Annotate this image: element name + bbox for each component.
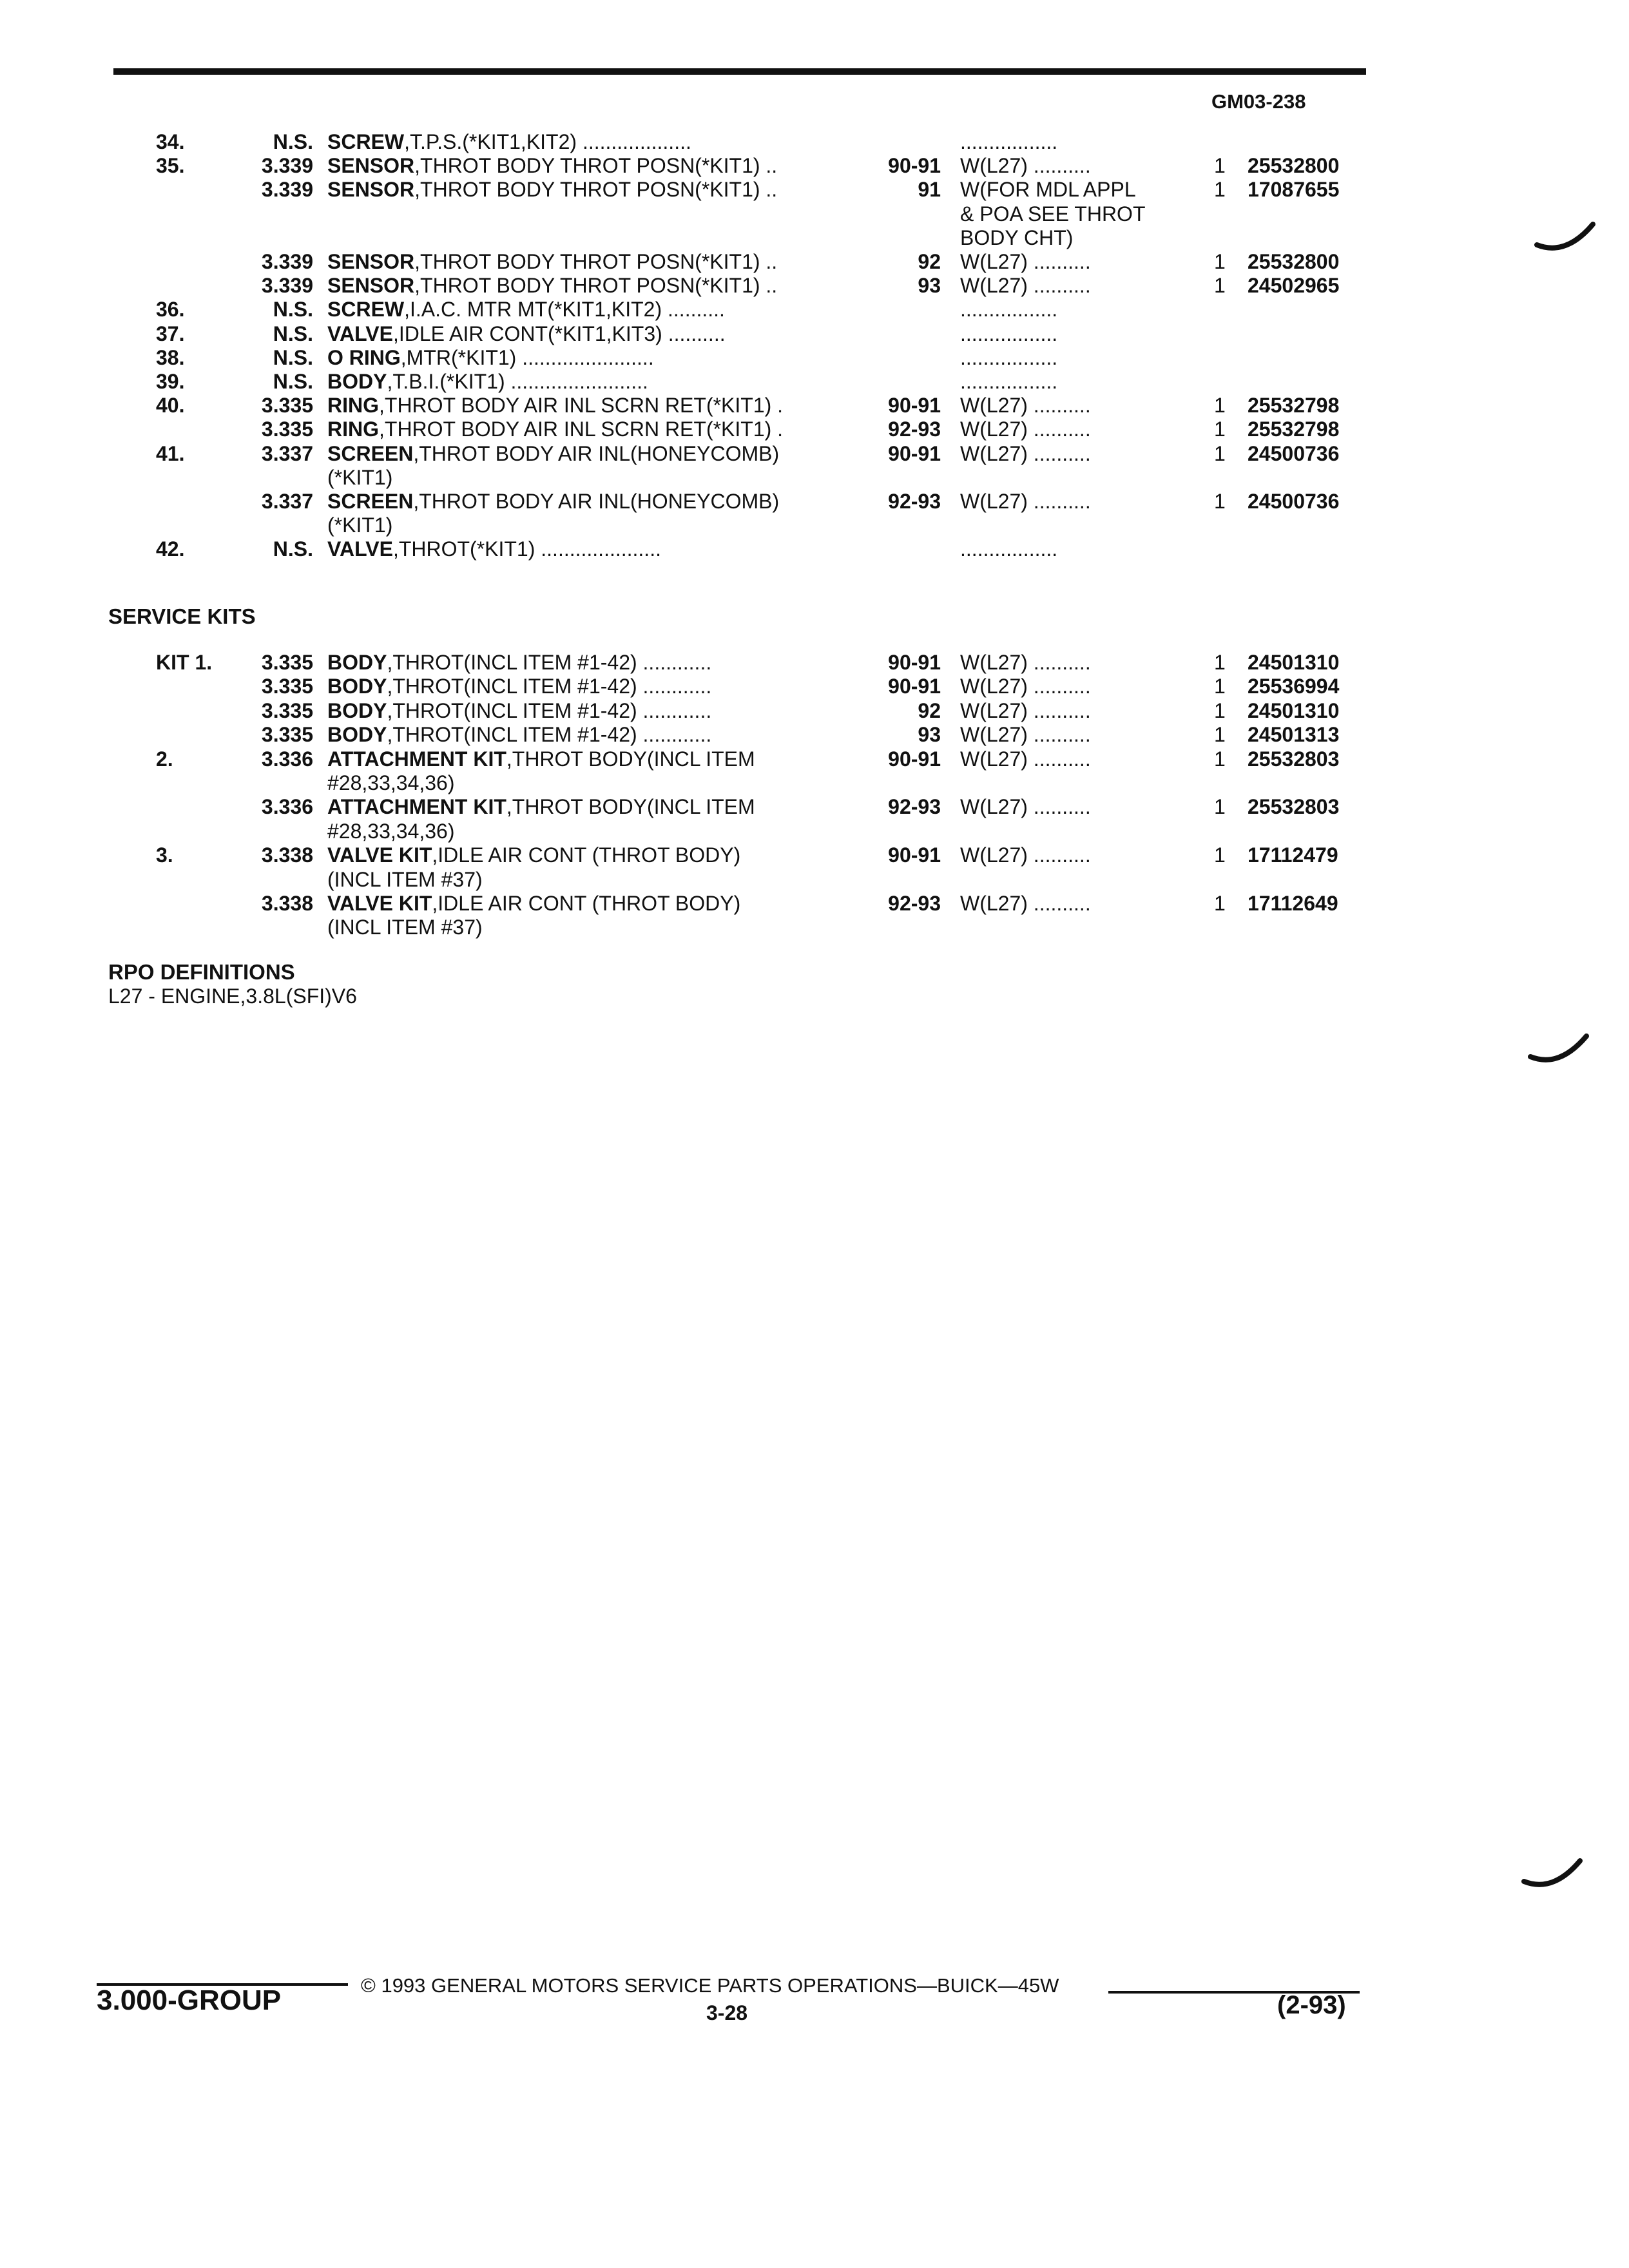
part-detail: ,I.A.C. MTR MT(*KIT1,KIT2) .......... xyxy=(404,298,725,322)
part-detail: ,THROT(INCL ITEM #1-42) ............ xyxy=(387,651,712,674)
part-description xyxy=(327,466,392,489)
kit-row xyxy=(0,675,1629,699)
group-number: 3.335 xyxy=(261,651,313,674)
model-application: W(FOR MDL APPL xyxy=(960,178,1136,202)
model-application: W(L27) .......... xyxy=(960,843,1091,867)
footer-date: (2-93) xyxy=(1277,1991,1346,2019)
item-number: 37. xyxy=(156,322,185,345)
part-description xyxy=(327,370,648,393)
part-number: 17112649 xyxy=(1248,892,1338,915)
model-years: 93 xyxy=(918,723,941,747)
part-name: SCREEN xyxy=(327,490,414,513)
part-detail: ,IDLE AIR CONT (THROT BODY) xyxy=(432,892,741,915)
part-detail: ,THROT BODY(INCL ITEM xyxy=(506,747,755,771)
group-number: 3.335 xyxy=(261,723,313,747)
part-detail: #28,33,34,36) xyxy=(327,771,455,794)
part-row xyxy=(0,466,1629,490)
part-description xyxy=(327,892,740,915)
model-application: W(L27) .......... xyxy=(960,892,1091,915)
kit-row xyxy=(0,820,1629,844)
part-row xyxy=(0,130,1629,155)
part-row xyxy=(0,370,1629,394)
part-name: SCREEN xyxy=(327,441,414,465)
quantity: 1 xyxy=(1214,418,1226,441)
model-application: ................. xyxy=(960,322,1058,345)
part-name: SCREW xyxy=(327,298,405,322)
quantity: 1 xyxy=(1214,892,1226,915)
kit-row xyxy=(0,843,1629,868)
group-number: 3.335 xyxy=(261,418,313,441)
quantity: 1 xyxy=(1214,747,1226,771)
part-description xyxy=(327,250,777,273)
group-number: 3.335 xyxy=(261,675,313,698)
model-application: W(L27) .......... xyxy=(960,723,1091,747)
part-description xyxy=(327,394,783,417)
kit-row xyxy=(0,892,1629,916)
footer-group: 3.000-GROUP xyxy=(97,1984,282,2016)
model-application: ................. xyxy=(960,370,1058,393)
part-number: 24501313 xyxy=(1248,723,1340,747)
part-number: 25532803 xyxy=(1248,747,1340,771)
binder-mark xyxy=(1527,1031,1592,1070)
quantity: 1 xyxy=(1214,651,1226,674)
kit-row xyxy=(0,771,1629,796)
quantity: 1 xyxy=(1214,843,1226,867)
part-description xyxy=(327,154,777,177)
part-detail: ,THROT BODY THROT POSN(*KIT1) .. xyxy=(414,250,778,273)
part-description xyxy=(327,820,455,843)
item-number: 36. xyxy=(156,298,185,322)
model-application: & POA SEE THROT xyxy=(960,202,1146,226)
group-number: 3.339 xyxy=(261,178,313,202)
model-application: W(L27) .......... xyxy=(960,418,1091,441)
group-number: 3.338 xyxy=(261,892,313,915)
kit-row xyxy=(0,868,1629,892)
part-description xyxy=(327,699,711,722)
model-years: 92-93 xyxy=(888,418,941,441)
group-number: N.S. xyxy=(273,345,313,369)
model-years: 92 xyxy=(918,698,941,722)
kit-row xyxy=(0,916,1629,940)
part-name: VALVE xyxy=(327,322,393,345)
group-number: 3.337 xyxy=(261,490,313,513)
part-name: ATTACHMENT KIT xyxy=(327,795,506,819)
part-number: 24501310 xyxy=(1248,698,1340,722)
part-number: 25532803 xyxy=(1248,795,1340,819)
item-number: 35. xyxy=(156,154,185,178)
quantity: 1 xyxy=(1214,441,1226,465)
group-number: 3.339 xyxy=(261,274,313,298)
part-name: SENSOR xyxy=(327,274,415,298)
part-description xyxy=(327,747,755,771)
part-number: 17112479 xyxy=(1248,843,1338,867)
part-detail: ,MTR(*KIT1) ....................... xyxy=(400,345,654,369)
part-detail: #28,33,34,36) xyxy=(327,819,455,843)
part-name: SENSOR xyxy=(327,154,415,178)
part-description xyxy=(327,868,483,891)
part-name: VALVE KIT xyxy=(327,892,432,915)
model-application: BODY CHT) xyxy=(960,226,1074,249)
part-description xyxy=(327,651,711,674)
group-number: 3.335 xyxy=(261,698,313,722)
part-row xyxy=(0,442,1629,466)
quantity: 1 xyxy=(1214,698,1226,722)
part-description xyxy=(327,418,783,441)
part-description xyxy=(327,843,740,867)
part-detail: ,T.B.I.(*KIT1) ........................ xyxy=(387,370,648,393)
group-number: 3.338 xyxy=(261,843,313,867)
model-years: 93 xyxy=(918,274,941,298)
part-name: BODY xyxy=(327,698,387,722)
item-number: 39. xyxy=(156,370,185,393)
model-application: W(L27) .......... xyxy=(960,441,1091,465)
quantity: 1 xyxy=(1214,723,1226,747)
part-detail: ,THROT BODY AIR INL(HONEYCOMB) xyxy=(413,441,780,465)
model-application: W(L27) .......... xyxy=(960,651,1091,674)
item-number: KIT 1. xyxy=(156,651,213,674)
part-detail: ,THROT(INCL ITEM #1-42) ............ xyxy=(387,723,712,747)
group-number: 3.336 xyxy=(261,795,313,819)
part-description xyxy=(327,322,726,345)
group-number: 3.335 xyxy=(261,394,313,418)
part-name: BODY xyxy=(327,651,387,674)
part-description xyxy=(327,298,725,321)
model-application: ................. xyxy=(960,298,1058,322)
rpo-heading: RPO DEFINITIONS xyxy=(108,960,295,984)
part-name: ATTACHMENT KIT xyxy=(327,747,506,771)
part-detail: ,THROT BODY THROT POSN(*KIT1) .. xyxy=(414,178,778,202)
part-name: BODY xyxy=(327,675,387,698)
model-application: ................. xyxy=(960,345,1058,369)
part-description xyxy=(327,490,779,513)
quantity: 1 xyxy=(1214,394,1226,418)
header-rule xyxy=(113,68,1366,75)
item-number: 42. xyxy=(156,537,185,561)
item-number: 2. xyxy=(156,747,173,771)
model-application: W(L27) .......... xyxy=(960,394,1091,418)
part-name: SCREW xyxy=(327,130,405,153)
part-detail: ,THROT BODY THROT POSN(*KIT1) .. xyxy=(414,154,778,178)
model-years: 90-91 xyxy=(888,441,941,465)
part-detail: (INCL ITEM #37) xyxy=(327,916,483,939)
part-row xyxy=(0,154,1629,178)
model-years: 91 xyxy=(918,178,941,202)
part-description xyxy=(327,442,779,465)
part-detail: (INCL ITEM #37) xyxy=(327,867,483,891)
part-detail: ,T.P.S.(*KIT1,KIT2) ................... xyxy=(404,130,691,153)
model-years: 90-91 xyxy=(888,843,941,867)
model-application: W(L27) .......... xyxy=(960,490,1091,513)
quantity: 1 xyxy=(1214,675,1226,698)
group-number: N.S. xyxy=(273,322,313,345)
part-name: BODY xyxy=(327,370,387,393)
group-number: 3.339 xyxy=(261,250,313,273)
part-row xyxy=(0,418,1629,442)
part-row xyxy=(0,178,1629,202)
part-name: SENSOR xyxy=(327,178,415,202)
part-description xyxy=(327,514,392,537)
quantity: 1 xyxy=(1214,154,1226,178)
part-detail: ,THROT BODY AIR INL SCRN RET(*KIT1) . xyxy=(379,394,784,418)
model-application: ................. xyxy=(960,537,1058,561)
part-name: SENSOR xyxy=(327,250,415,273)
service-kits-heading: SERVICE KITS xyxy=(108,604,256,628)
part-description xyxy=(327,771,455,794)
part-name: RING xyxy=(327,394,379,418)
part-row xyxy=(0,274,1629,298)
group-number: N.S. xyxy=(273,370,313,393)
part-description xyxy=(327,178,777,201)
part-detail: (*KIT1) xyxy=(327,514,393,537)
part-detail: ,IDLE AIR CONT (THROT BODY) xyxy=(432,843,741,867)
group-number: 3.339 xyxy=(261,154,313,178)
part-description xyxy=(327,537,661,561)
group-number: 3.337 xyxy=(261,441,313,465)
part-description xyxy=(327,346,654,369)
model-years: 92-93 xyxy=(888,795,941,819)
part-number: 25532798 xyxy=(1248,394,1340,418)
model-application: W(L27) .......... xyxy=(960,698,1091,722)
part-detail: ,THROT(*KIT1) ..................... xyxy=(392,537,661,561)
part-detail: ,IDLE AIR CONT(*KIT1,KIT3) .......... xyxy=(392,322,726,345)
model-application: ................. xyxy=(960,130,1058,153)
part-number: 24500736 xyxy=(1248,490,1340,513)
footer-page-number: 3-28 xyxy=(706,2001,748,2024)
model-years: 92-93 xyxy=(888,490,941,513)
part-number: 25532798 xyxy=(1248,418,1340,441)
model-application: W(L27) .......... xyxy=(960,154,1091,178)
model-application: W(L27) .......... xyxy=(960,675,1091,698)
part-description xyxy=(327,916,483,939)
group-number: N.S. xyxy=(273,298,313,322)
kit-row xyxy=(0,651,1629,675)
model-years: 90-91 xyxy=(888,651,941,674)
kit-row xyxy=(0,747,1629,772)
part-number: 24502965 xyxy=(1248,274,1340,298)
part-detail: ,THROT BODY AIR INL SCRN RET(*KIT1) . xyxy=(379,418,784,441)
part-row xyxy=(0,226,1629,251)
group-number: 3.336 xyxy=(261,747,313,771)
model-years: 90-91 xyxy=(888,675,941,698)
part-row xyxy=(0,490,1629,514)
item-number: 40. xyxy=(156,394,185,418)
part-name: RING xyxy=(327,418,379,441)
binder-mark xyxy=(1521,1856,1585,1894)
part-row xyxy=(0,514,1629,538)
kit-row xyxy=(0,795,1629,820)
part-name: O RING xyxy=(327,345,401,369)
quantity: 1 xyxy=(1214,178,1226,202)
part-row xyxy=(0,250,1629,274)
model-years: 92-93 xyxy=(888,892,941,915)
part-description xyxy=(327,723,711,746)
kit-row xyxy=(0,699,1629,724)
document-id: GM03-238 xyxy=(1211,90,1306,113)
part-number: 17087655 xyxy=(1248,178,1340,202)
part-row xyxy=(0,298,1629,322)
part-number: 24500736 xyxy=(1248,441,1340,465)
part-number: 25532800 xyxy=(1248,154,1340,178)
binder-mark xyxy=(1534,219,1598,258)
quantity: 1 xyxy=(1214,490,1226,513)
part-row xyxy=(0,346,1629,370)
model-application: W(L27) .......... xyxy=(960,250,1091,273)
part-row xyxy=(0,322,1629,347)
footer-copyright: © 1993 GENERAL MOTORS SERVICE PARTS OPERATIONS—BUICK—45W xyxy=(361,1974,1059,1997)
model-years: 90-91 xyxy=(888,394,941,418)
item-number: 41. xyxy=(156,441,185,465)
part-number: 24501310 xyxy=(1248,651,1340,674)
part-row xyxy=(0,537,1629,562)
part-description xyxy=(327,675,711,698)
quantity: 1 xyxy=(1214,250,1226,273)
item-number: 38. xyxy=(156,345,185,369)
quantity: 1 xyxy=(1214,795,1226,819)
part-number: 25536994 xyxy=(1248,675,1340,698)
part-detail: ,THROT(INCL ITEM #1-42) ............ xyxy=(387,675,712,698)
model-application: W(L27) .......... xyxy=(960,795,1091,819)
model-application: W(L27) .......... xyxy=(960,274,1091,298)
part-detail: (*KIT1) xyxy=(327,465,393,489)
part-name: VALVE KIT xyxy=(327,843,432,867)
part-detail: ,THROT BODY THROT POSN(*KIT1) .. xyxy=(414,274,778,298)
part-description xyxy=(327,274,777,297)
rpo-definition: L27 - ENGINE,3.8L(SFI)V6 xyxy=(108,985,357,1008)
item-number: 34. xyxy=(156,130,185,153)
kit-row xyxy=(0,723,1629,747)
part-description xyxy=(327,130,691,153)
part-description xyxy=(327,795,755,818)
part-number: 25532800 xyxy=(1248,250,1340,273)
part-name: BODY xyxy=(327,723,387,747)
part-detail: ,THROT BODY AIR INL(HONEYCOMB) xyxy=(413,490,780,513)
quantity: 1 xyxy=(1214,274,1226,298)
part-name: VALVE xyxy=(327,537,393,561)
part-row xyxy=(0,394,1629,418)
part-detail: ,THROT(INCL ITEM #1-42) ............ xyxy=(387,698,712,722)
group-number: N.S. xyxy=(273,130,313,153)
model-application: W(L27) .......... xyxy=(960,747,1091,771)
group-number: N.S. xyxy=(273,537,313,561)
part-row xyxy=(0,202,1629,227)
model-years: 90-91 xyxy=(888,154,941,178)
part-detail: ,THROT BODY(INCL ITEM xyxy=(506,795,755,819)
model-years: 90-91 xyxy=(888,747,941,771)
model-years: 92 xyxy=(918,250,941,273)
item-number: 3. xyxy=(156,843,173,867)
